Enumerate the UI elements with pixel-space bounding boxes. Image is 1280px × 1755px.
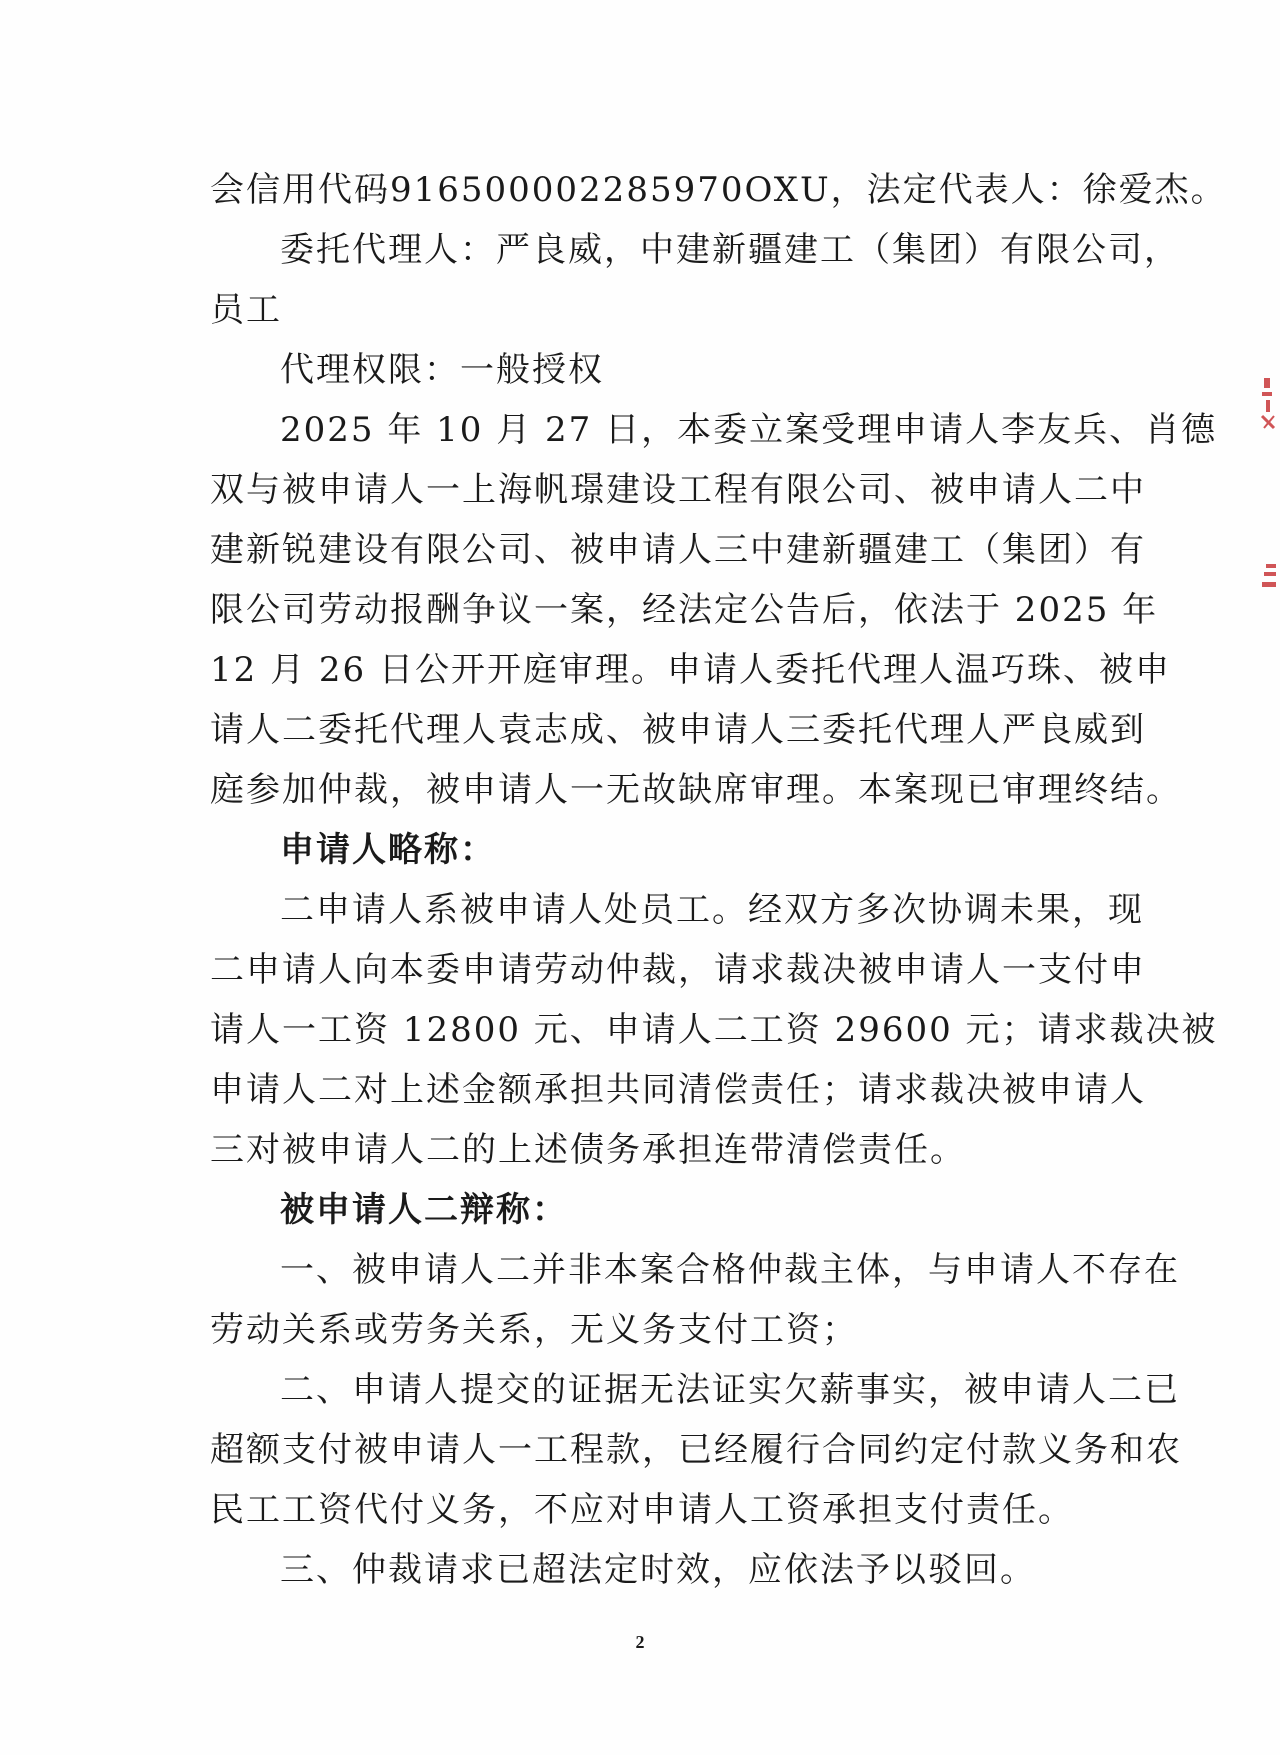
text-line: 二申请人向本委申请劳动仲裁，请求裁决被申请人一支付申 bbox=[210, 950, 1146, 990]
text-line: 二申请人系被申请人处员工。经双方多次协调未果，现 bbox=[280, 890, 1144, 930]
text-line: 请人一工资 12800 元、申请人二工资 29600 元；请求裁决被 bbox=[210, 1010, 1218, 1050]
text-line: 限公司劳动报酬争议一案，经法定公告后，依法于 2025 年 bbox=[210, 590, 1159, 630]
text-line: 三对被申请人二的上述债务承担连带清偿责任。 bbox=[210, 1130, 966, 1170]
seal-mark-icon bbox=[1258, 560, 1280, 600]
stamp-fragment-top bbox=[1258, 376, 1280, 432]
text-line: 会信用代码916500002285970OXU，法定代表人：徐爱杰。 bbox=[210, 170, 1227, 210]
text-line: 员工 bbox=[210, 290, 282, 330]
page-number: 2 bbox=[635, 1632, 645, 1652]
text-line: 庭参加仲裁，被申请人一无故缺席审理。本案现已审理终结。 bbox=[210, 770, 1182, 810]
text-line: 申请人二对上述金额承担共同清偿责任；请求裁决被申请人 bbox=[210, 1070, 1146, 1110]
text-line: 12 月 26 日公开开庭审理。申请人委托代理人温巧珠、被申 bbox=[210, 650, 1171, 690]
stamp-fragment-bottom bbox=[1258, 560, 1280, 600]
text-line: 劳动关系或劳务关系，无义务支付工资； bbox=[210, 1310, 858, 1350]
document-body bbox=[210, 160, 1227, 1600]
text-line: 双与被申请人一上海帆璟建设工程有限公司、被申请人二中 bbox=[210, 470, 1146, 510]
text-line: 三、仲裁请求已超法定时效，应依法予以驳回。 bbox=[280, 1550, 1036, 1590]
text-line: 超额支付被申请人一工程款，已经履行合同约定付款义务和农 bbox=[210, 1430, 1182, 1470]
seal-mark-icon bbox=[1258, 376, 1280, 432]
text-line: 代理权限：一般授权 bbox=[280, 350, 604, 390]
text-line: 一、被申请人二并非本案合格仲裁主体，与申请人不存在 bbox=[280, 1250, 1180, 1290]
text-line: 请人二委托代理人袁志成、被申请人三委托代理人严良威到 bbox=[210, 710, 1146, 750]
text-line: 建新锐建设有限公司、被申请人三中建新疆建工（集团）有 bbox=[210, 530, 1146, 570]
text-line: 民工工资代付义务，不应对申请人工资承担支付责任。 bbox=[210, 1490, 1074, 1530]
text-line: 委托代理人：严良威，中建新疆建工（集团）有限公司， bbox=[280, 230, 1180, 270]
text-line: 二、申请人提交的证据无法证实欠薪事实，被申请人二已 bbox=[280, 1370, 1180, 1410]
section-heading: 申请人略称： bbox=[280, 830, 496, 870]
section-heading: 被申请人二辩称： bbox=[280, 1190, 568, 1230]
text-line: 2025 年 10 月 27 日，本委立案受理申请人李友兵、肖德 bbox=[280, 410, 1218, 450]
